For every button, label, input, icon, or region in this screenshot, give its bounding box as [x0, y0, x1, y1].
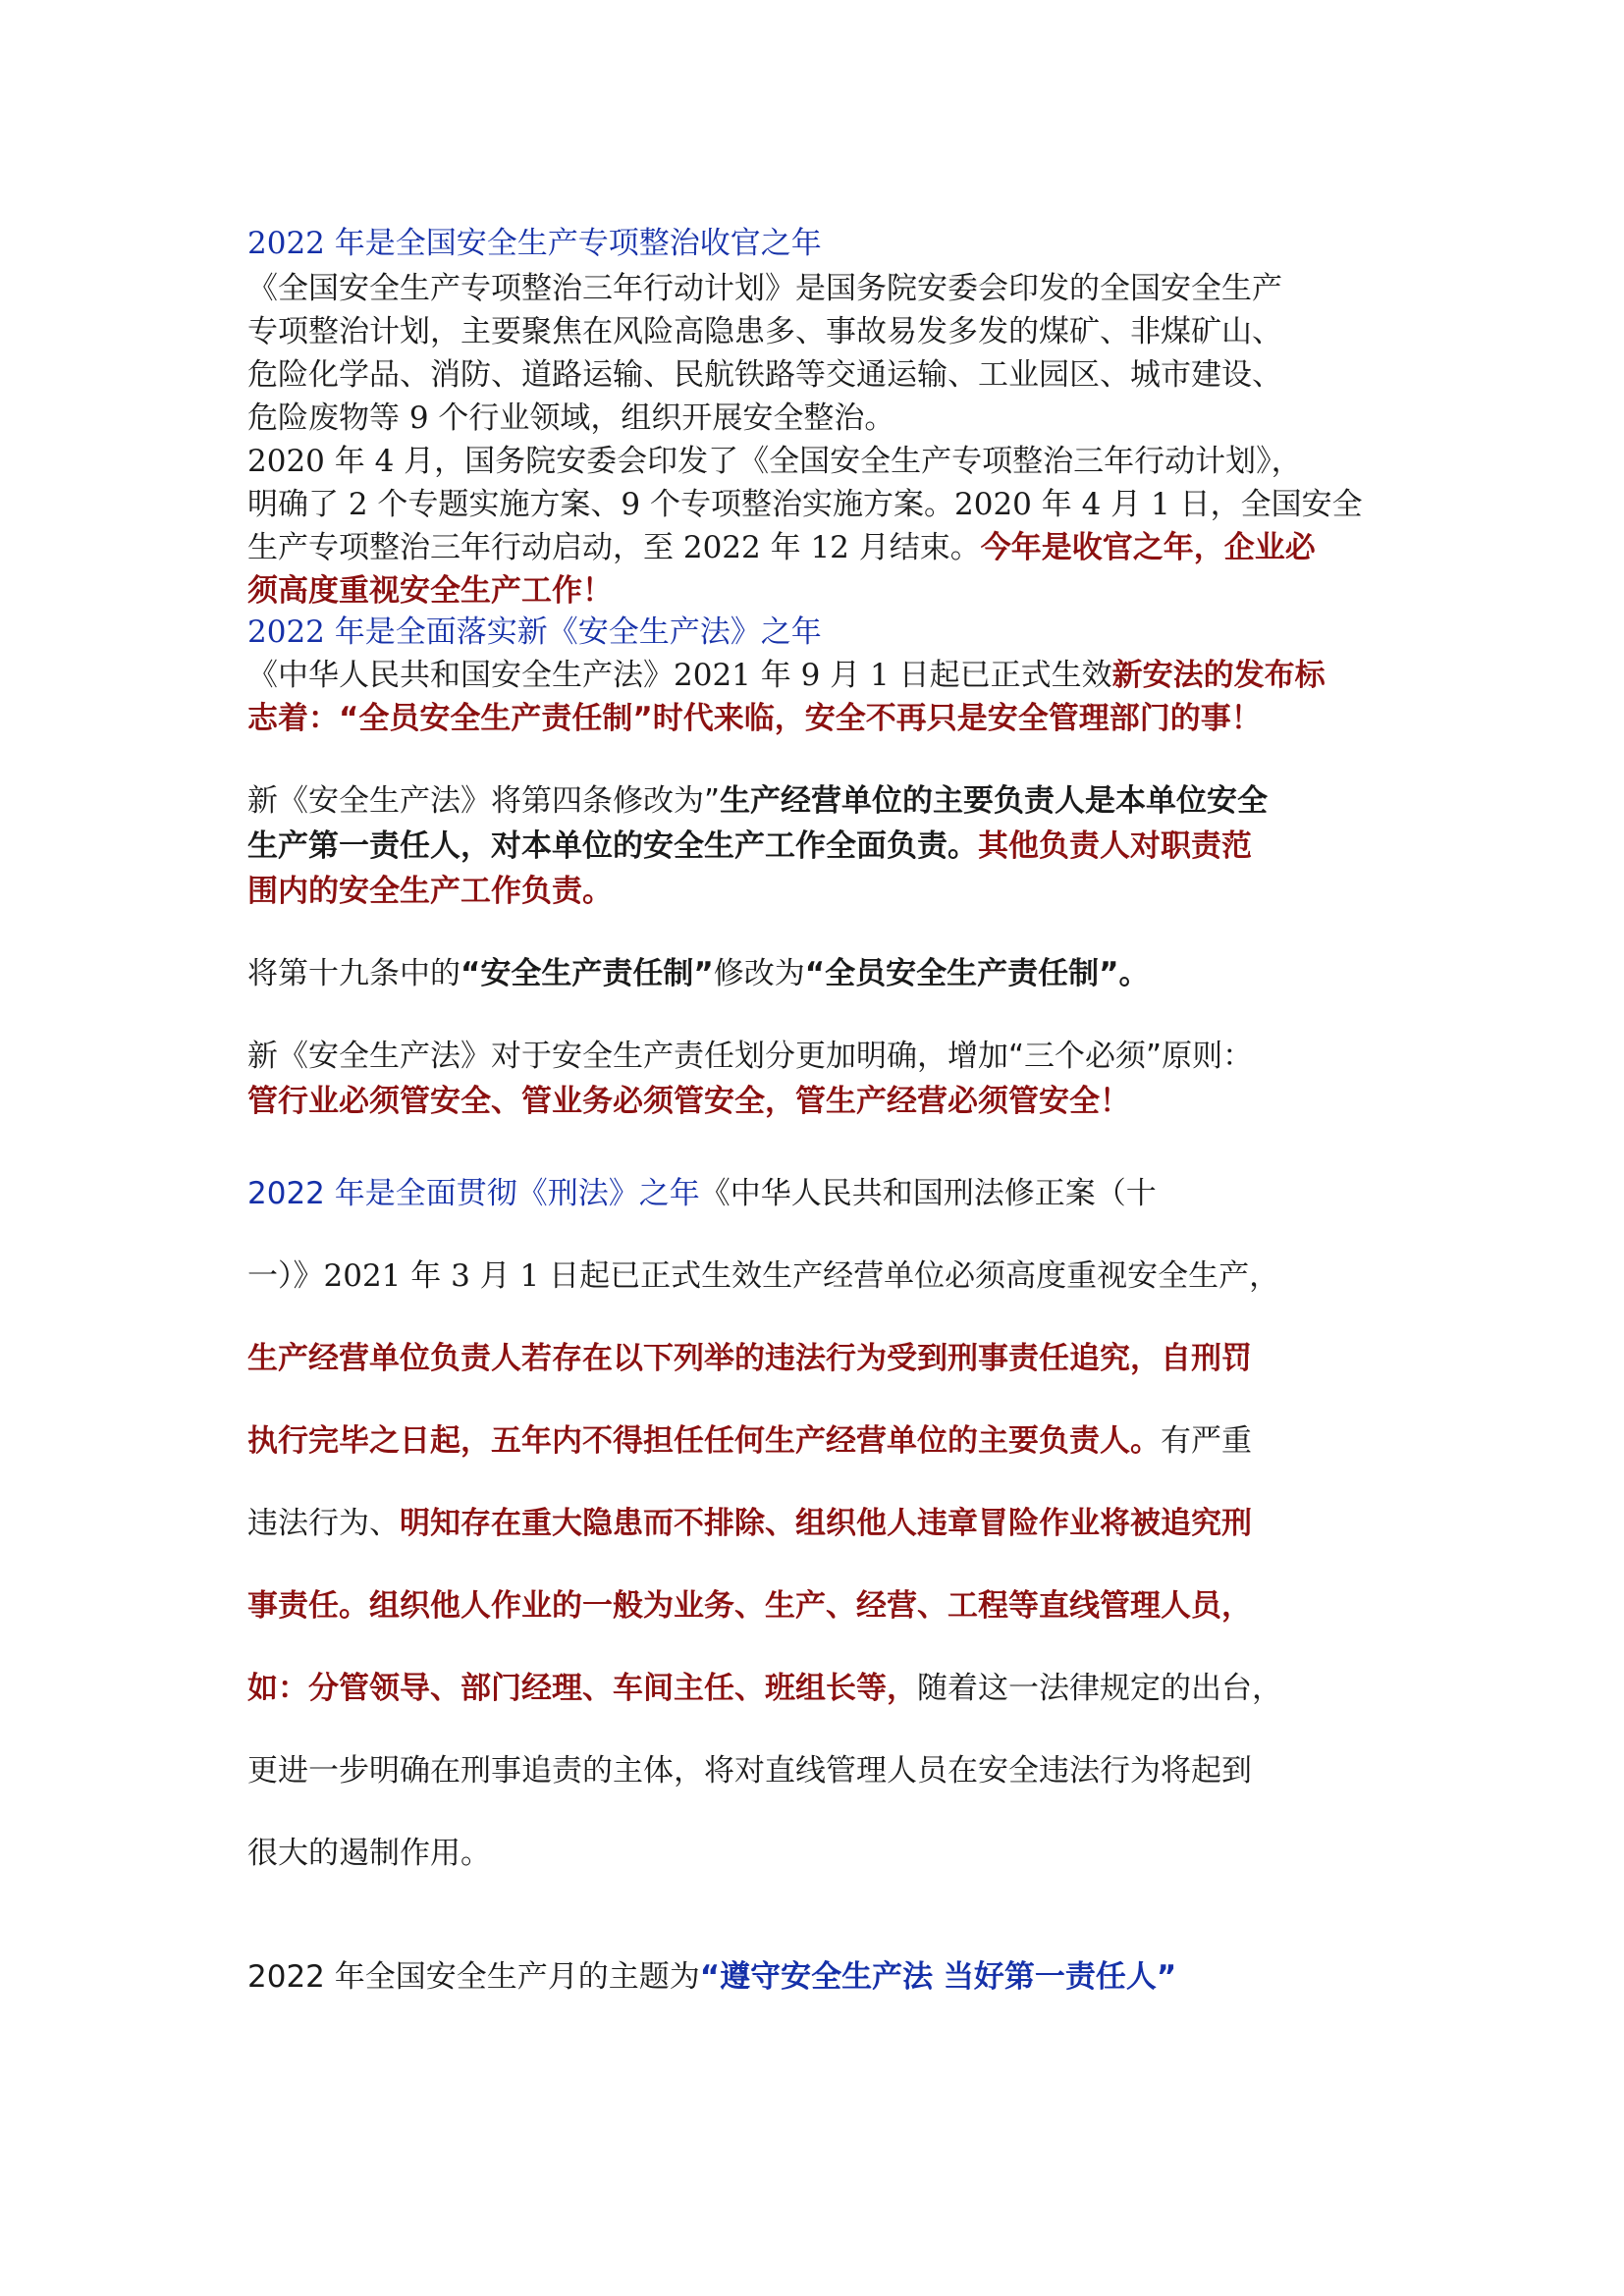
section3-line-4-text: 有严重	[1161, 1423, 1252, 1459]
section1-line-7	[247, 522, 1316, 566]
p3-text-2: 修改为	[713, 956, 805, 991]
section3-line-4	[247, 1415, 1252, 1460]
section3-line-5	[247, 1498, 1252, 1542]
p3-text-1: 将第十九条中的	[247, 956, 460, 991]
p2-line-2-red: 其他负责人对职责范	[978, 828, 1252, 864]
section2-heading: 2022 年是全面落实新《安全生产法》之年	[247, 614, 822, 650]
section2-p3	[247, 948, 1150, 992]
section2-p4-line-2: 管行业必须管安全、管业务必须管安全，管生产经营必须管安全！	[247, 1084, 1130, 1119]
section3-line-6: 事责任。组织他人作业的一般为业务、生产、经营、工程等直线管理人员，	[247, 1588, 1252, 1624]
section3-line-8: 更进一步明确在刑事追责的主体，将对直线管理人员在安全违法行为将起到	[247, 1753, 1252, 1789]
section1-line-6: 明确了 2 个专题实施方案、9 个专项整治实施方案。2020 年 4 月 1 日，全国安全	[247, 487, 1363, 522]
safety-month-text: 2022 年全国安全生产月的主题为	[247, 1959, 700, 1995]
safety-month-slogan: “遵守安全生产法 当好第一责任人”	[699, 1959, 1177, 1995]
section1-line-8: 须高度重视安全生产工作！	[247, 573, 613, 609]
p2-line-1-text: 新《安全生产法》将第四条修改为”	[247, 783, 721, 819]
section3-line-7	[247, 1663, 1282, 1707]
section2-line-2: 志着：“全员安全生产责任制”时代来临，安全不再只是安全管理部门的事！	[247, 701, 1262, 736]
p2-line-1-bold: 生产经营单位的主要负责人是本单位安全	[720, 783, 1269, 819]
section3-line-4-red: 执行完毕之日起，五年内不得担任任何生产经营单位的主要负责人。	[247, 1423, 1161, 1459]
section1-line-7-text: 生产专项整治三年行动启动，至 2022 年 12 月结束。	[247, 530, 981, 565]
section2-p2-line-1	[247, 775, 1268, 820]
section3-line-2: 一）》2021 年 3 月 1 日起已正式生效生产经营单位必须高度重视安全生产，	[247, 1258, 1280, 1294]
safety-month-theme	[247, 1951, 1176, 1996]
section1-line-5: 2020 年 4 月，国务院安委会印发了《全国安全生产专项整治三年行动计划》，	[247, 444, 1302, 479]
section3-line-9: 很大的遏制作用。	[247, 1836, 491, 1871]
section3-line-7-red: 如：分管领导、部门经理、车间主任、班组长等，	[247, 1671, 917, 1706]
section3-line-5-red: 明知存在重大隐患而不排除、组织他人违章冒险作业将被追究刑	[400, 1506, 1252, 1541]
section2-line-1	[247, 650, 1326, 694]
section1-heading: 2022 年是全国安全生产专项整治收官之年	[247, 226, 822, 261]
section1-line-3: 危险化学品、消防、道路运输、民航铁路等交通运输、工业园区、城市建设、	[247, 357, 1282, 393]
p3-bold-1: “安全生产责任制”	[460, 956, 714, 991]
p2-line-2-bold: 生产第一责任人，对本单位的安全生产工作全面负责。	[247, 828, 978, 864]
section3-heading: 2022 年是全面贯彻《刑法》之年	[247, 1176, 700, 1211]
section3-line-7-text: 随着这一法律规定的出台，	[917, 1671, 1282, 1706]
section3-line-1	[247, 1168, 1157, 1212]
p3-bold-2: “全员安全生产责任制”。	[804, 956, 1150, 991]
section3-line-3: 生产经营单位负责人若存在以下列举的违法行为受到刑事责任追究，自刑罚	[247, 1341, 1252, 1376]
section3-line-1-text: 《中华人民共和国刑法修正案（十	[699, 1176, 1157, 1211]
section1-line-1: 《全国安全生产专项整治三年行动计划》是国务院安委会印发的全国安全生产	[247, 271, 1282, 306]
section1-line-4: 危险废物等 9 个行业领域，组织开展安全整治。	[247, 400, 895, 436]
section3-line-5-text: 违法行为、	[247, 1506, 400, 1541]
section2-line-1-text: 《中华人民共和国安全生产法》2021 年 9 月 1 日起已正式生效	[247, 658, 1112, 693]
section2-p2-line-2	[247, 821, 1252, 865]
section2-emphasis: 新安法的发布标	[1111, 658, 1326, 693]
section1-emphasis: 今年是收官之年，企业必	[980, 530, 1316, 565]
section2-p2-line-3: 围内的安全生产工作负责。	[247, 874, 613, 909]
section2-p4-line-1: 新《安全生产法》对于安全生产责任划分更加明确，增加“三个必须”原则：	[247, 1039, 1254, 1074]
section1-line-2: 专项整治计划，主要聚焦在风险高隐患多、事故易发多发的煤矿、非煤矿山、	[247, 314, 1282, 349]
